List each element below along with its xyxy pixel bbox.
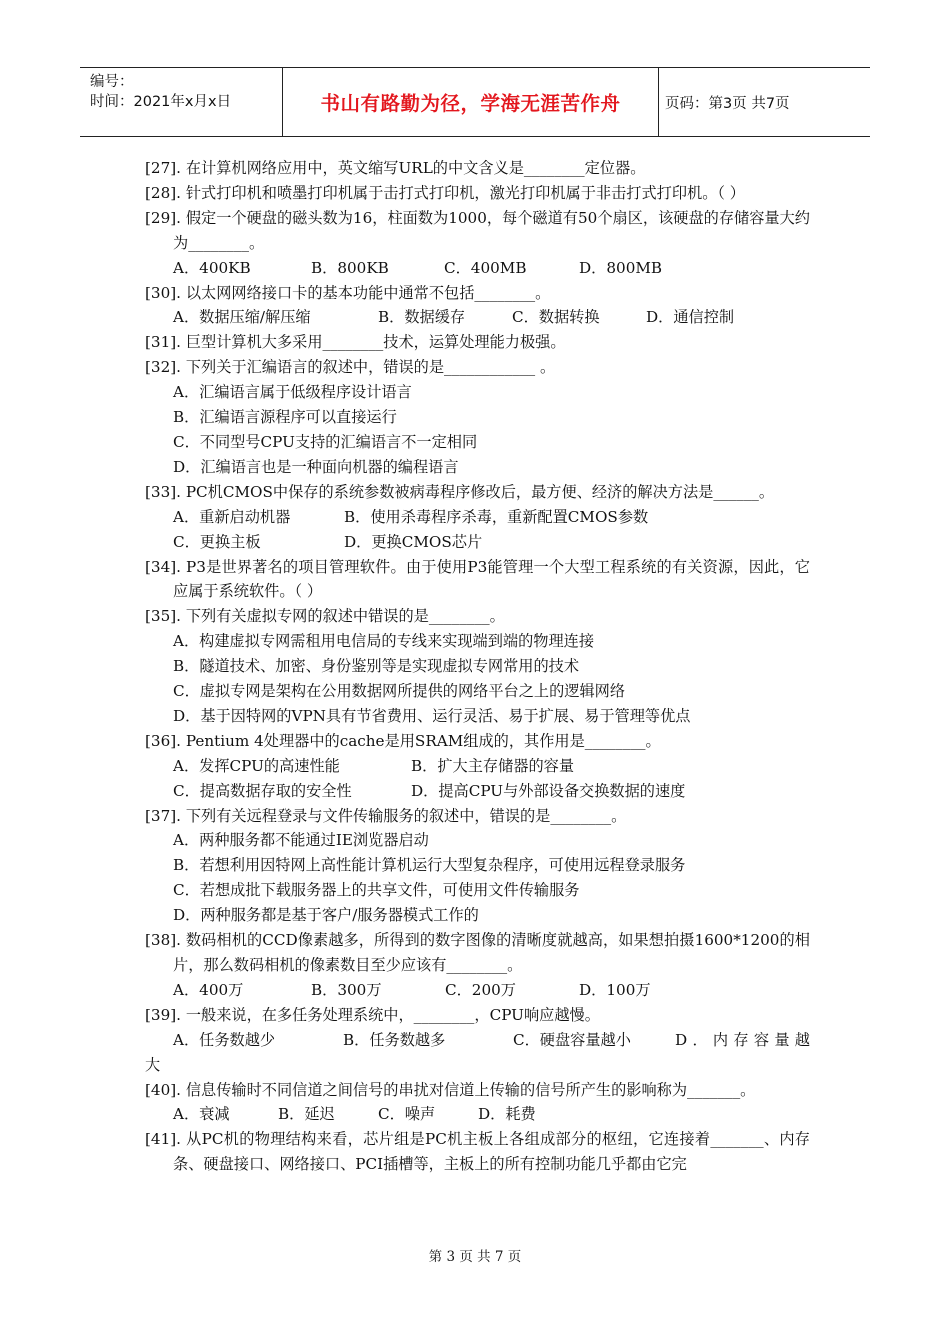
option-b: B．数据缓存 [378,308,466,327]
question-35 [145,604,810,729]
question-stem: [33]. PC机CMOS中保存的系统参数被病毒程序修改后，最方便、经济的解决方法是______。 [145,482,775,501]
option-c: C．提高数据存取的安全性 [173,781,352,800]
question-stem: [30]. 以太网网络接口卡的基本功能中通常不包括________。 [145,283,551,302]
option-a: A．400KB [173,258,251,277]
header-info [80,68,282,136]
question-stem: [31]. 巨型计算机大多采用________技术，运算处理能力极强。 [145,333,566,352]
question-stem: [38]. 数码相机的CCD像素越多，所得到的数字图像的清晰度就越高，如果想拍摄1600*1200的相片，那么数码相机的像素数目至少应该有________。 [145,931,810,974]
time-label: 时间：2021年x月x日 [90,94,232,110]
option-c: C．400MB [444,258,527,277]
question-stem: [34]. P3是世界著名的项目管理软件。由于使用P3能管理一个大型工程系统的有关资源，因此，它应属于系统软件。（ ） [145,557,810,601]
question-stem: [40]. 信息传输时不同信道之间信号的串扰对信道上传输的信号所产生的影响称为_______。 [145,1080,756,1099]
option-a: A．构建虚拟专网需租用电信局的专线来实现端到端的物理连接 [173,632,595,651]
option-d-wrap: 大 [145,1055,161,1074]
options-row [145,779,810,804]
option-b: B．扩大主存储器的容量 [411,756,575,775]
option-a: A．重新启动机器 [173,507,291,526]
option-d: D．耗费 [478,1105,536,1124]
option-c: C．200万 [445,980,516,999]
question-stem: [29]. 假定一个硬盘的磁头数为16，柱面数为1000，每个磁道有50个扇区，该硬盘的存储容量大约为________。 [145,208,810,252]
option-d: D．两种服务都是基于客户/服务器模式工作的 [173,906,479,925]
option-b: B．汇编语言源程序可以直接运行 [173,408,397,427]
option-c: C．若想成批下载服务器上的共享文件，可使用文件传输服务 [173,881,580,900]
option-a: A．汇编语言属于低级程序设计语言 [173,383,412,402]
option-b: B．300万 [311,980,382,999]
option-a: A．400万 [173,980,244,999]
option-a: A．衰减 [173,1105,230,1124]
header-page-cell [657,68,870,136]
option-b: B．若想利用因特网上高性能计算机运行大型复杂程序，可使用远程登录服务 [173,856,686,875]
option-c: C．虚拟专网是架构在公用数据网所提供的网络平台之上的逻辑网络 [173,682,626,701]
option-d: D．通信控制 [646,308,735,327]
question-28 [145,181,810,206]
question-stem: [28]. 针式打印机和喷墨打印机属于击打式打印机，激光打印机属于非击打式打印机。（ ） [145,183,745,202]
number-label: 编号： [90,74,134,90]
option-b: B．任务数越多 [343,1030,446,1049]
question-stem: [39]. 一般来说，在多任务处理系统中，________，CPU响应越慢。 [145,1005,600,1024]
option-c: C．数据转换 [512,308,600,327]
question-33 [145,480,810,555]
option-d: D．内存容量越 [675,1030,810,1049]
option-c: C．更换主板 [173,532,261,551]
question-34 [145,555,810,605]
option-d: D．100万 [579,980,651,999]
question-29 [145,206,810,281]
option-d: D．提高CPU与外部设备交换数据的速度 [411,781,686,800]
page-footer: 第 3 页 共 7 页 [428,1249,522,1265]
option-d: D．基于因特网的VPN具有节省费用、运行灵活、易于扩展、易于管理等优点 [173,706,691,725]
option-c: C．硬盘容量越小 [513,1030,631,1049]
question-stem: [41]. 从PC机的物理结构来看，芯片组是PC机主板上各组成部分的枢纽，它连接着_______、内存条、硬盘接口、网络接口、PCI插槽等，主板上的所有控制功能几乎都由它完 [145,1130,810,1174]
question-stem: [37]. 下列有关远程登录与文件传输服务的叙述中，错误的是________。 [145,806,627,825]
options-row [145,530,810,555]
options-row [145,754,810,779]
header-motto-cell [282,68,659,136]
option-b: B．延迟 [278,1105,335,1124]
options-row [145,505,810,530]
option-a: A．任务数越少 [173,1030,276,1049]
question-36 [145,729,810,804]
question-27 [145,156,810,181]
option-b: B．使用杀毒程序杀毒，重新配置CMOS参数 [344,507,649,526]
question-40 [145,1078,810,1128]
option-b: B．隧道技术、加密、身份鉴别等是实现虚拟专网常用的技术 [173,657,580,676]
options-row [145,978,810,1003]
question-38 [145,928,810,1003]
option-b: B．800KB [311,258,389,277]
question-39 [145,1003,810,1078]
page-label: 页码：第3页 共7页 [665,95,790,112]
question-41 [145,1127,810,1177]
option-a: A．发挥CPU的高速性能 [173,756,340,775]
question-stem: [35]. 下列有关虚拟专网的叙述中错误的是________。 [145,607,505,626]
option-a: A．两种服务都不能通过IE浏览器启动 [173,831,429,850]
motto: 书山有路勤为径，学海无涯苦作舟 [320,92,621,115]
options-row [145,1102,810,1127]
question-32 [145,355,810,480]
option-d: D．800MB [579,258,663,277]
question-stem: [36]. Pentium 4处理器中的cache是用SRAM组成的，其作用是________。 [145,731,661,750]
question-37 [145,804,810,929]
options-row [145,1028,810,1053]
question-list [145,156,810,1177]
options-row [145,305,810,330]
question-stem: [27]. 在计算机网络应用中，英文缩写URL的中文含义是________定位器。 [145,159,646,177]
option-d: D．更换CMOS芯片 [344,532,483,551]
option-a: A．数据压缩/解压缩 [173,308,311,327]
option-c: C．不同型号CPU支持的汇编语言不一定相同 [173,432,478,451]
question-30 [145,281,810,331]
page-header [80,67,870,137]
option-c: C．噪声 [378,1105,436,1124]
question-31 [145,330,810,355]
option-d: D．汇编语言也是一种面向机器的编程语言 [173,457,459,476]
question-stem: [32]. 下列关于汇编语言的叙述中，错误的是____________ 。 [145,358,556,377]
options-row [145,256,810,281]
